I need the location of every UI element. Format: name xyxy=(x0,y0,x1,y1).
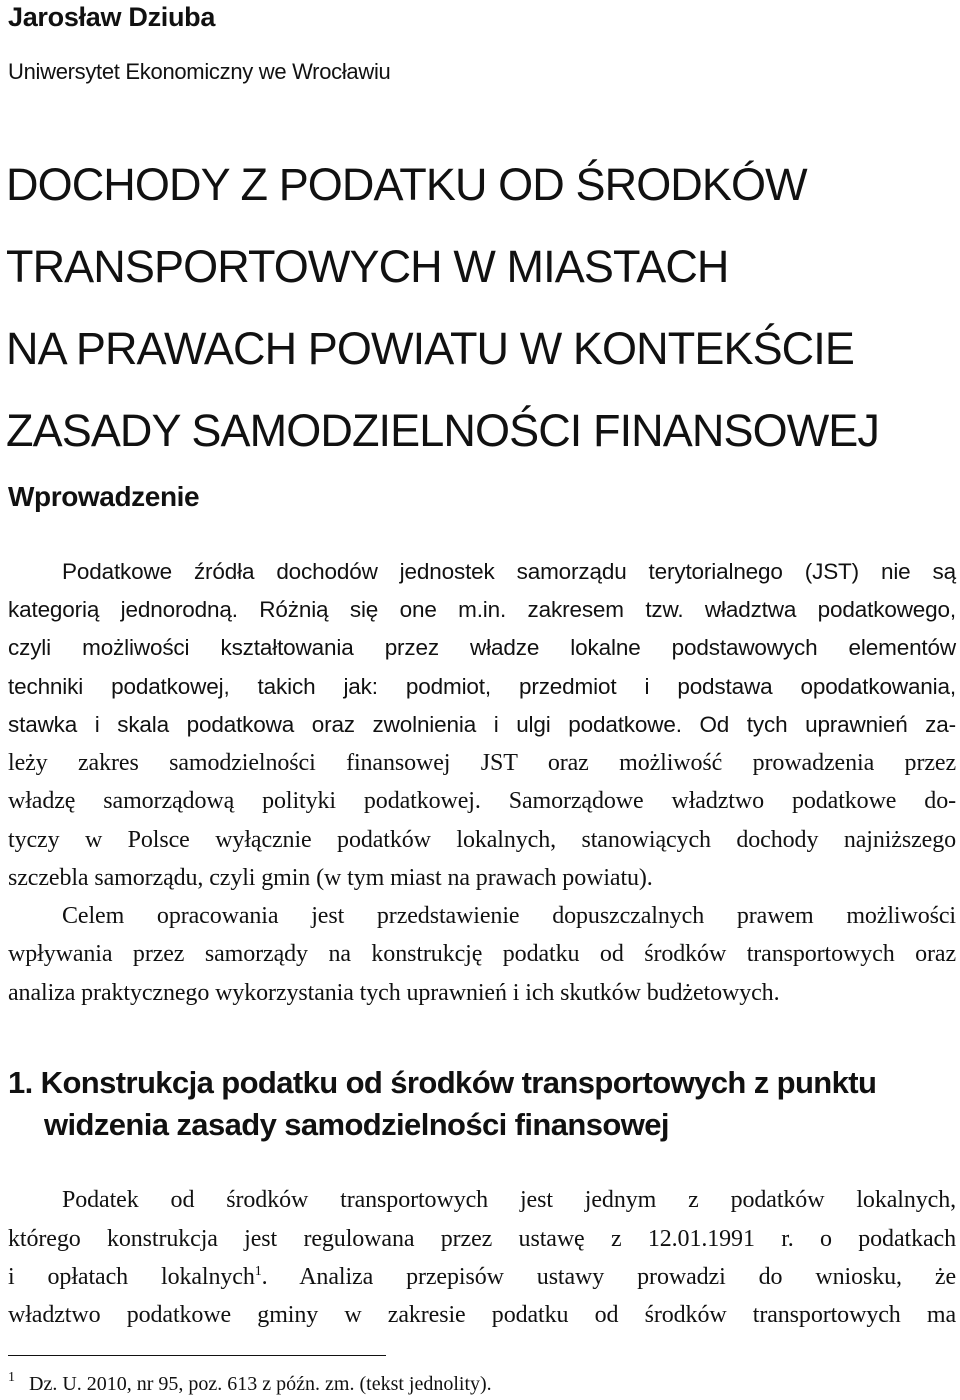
text-fragment: i opłatach lokalnych xyxy=(8,1264,255,1290)
text-line: Celem opracowania jest przedstawienie dopuszczalnych prawem możliwości xyxy=(62,903,956,929)
text-line: czyli możliwości kształtowania przez władze lokalne podstawowych elementów xyxy=(8,635,956,660)
footnote-divider xyxy=(8,1355,386,1356)
text-fragment: . Analiza przepisów ustawy prowadzi do wniosku, że xyxy=(261,1264,957,1290)
text-line: techniki podatkowej, takich jak: podmiot, przedmiot i podstawa opodatkowania, xyxy=(8,674,956,699)
text-line: którego konstrukcja jest regulowana przez ustawę z 12.01.1991 r. o podatkach xyxy=(8,1226,956,1252)
author-name: Jarosław Dziuba xyxy=(8,2,216,32)
author-affiliation: Uniwersytet Ekonomiczny we Wrocławiu xyxy=(8,59,391,84)
text-line: władzę samorządową polityki podatkowej. Samorządowe władztwo podatkowe do- xyxy=(8,788,956,814)
title-line: NA PRAWACH POWIATU W KONTEKŚCIE xyxy=(6,323,854,374)
text-line: leży zakres samodzielności finansowej JST oraz możliwość prowadzenia przez xyxy=(8,750,956,776)
text-line: stawka i skala podatkowa oraz zwolnienia i ulgi podatkowe. Od tych uprawnień za- xyxy=(8,712,956,737)
text-line: władztwo podatkowe gminy w zakresie podatku od środków transportowych ma xyxy=(8,1302,956,1328)
title-line: DOCHODY Z PODATKU OD ŚRODKÓW xyxy=(6,159,807,210)
article-title xyxy=(6,144,956,472)
text-line: Podatek od środków transportowych jest jednym z podatków lokalnych, xyxy=(62,1187,956,1213)
text-line xyxy=(8,1262,956,1292)
footnote xyxy=(8,1371,492,1400)
introduction-heading: Wprowadzenie xyxy=(8,481,200,512)
text-line: analiza praktycznego wykorzystania tych uprawnień i ich skutków budżetowych. xyxy=(8,980,780,1006)
text-line: Podatkowe źródła dochodów jednostek samorządu terytorialnego (JST) nie są xyxy=(62,559,956,584)
text-line: wpływania przez samorządy na konstrukcję podatku od środków transportowych oraz xyxy=(8,941,956,967)
text-line: kategorią jednorodną. Różnią się one m.in. zakresem tzw. władztwa podatkowego, xyxy=(8,597,956,622)
text-line: szczebla samorządu, czyli gmin (w tym miast na prawach powiatu). xyxy=(8,865,653,891)
section-heading-continued: widzenia zasady samodzielności finansowej xyxy=(44,1107,669,1142)
section-heading: 1. Konstrukcja podatku od środków transportowych z punktu xyxy=(8,1065,877,1100)
text-line: tyczy w Polsce wyłącznie podatków lokalnych, stanowiących dochody najniższego xyxy=(8,827,956,853)
title-line: ZASADY SAMODZIELNOŚCI FINANSOWEJ xyxy=(6,405,880,456)
footnote-reference[interactable]: 1 xyxy=(254,1264,262,1279)
footnote-number: 1 xyxy=(8,1370,15,1385)
title-line: TRANSPORTOWYCH W MIASTACH xyxy=(6,241,729,292)
footnote-text: Dz. U. 2010, nr 95, poz. 613 z późn. zm. (tekst jednolity). xyxy=(29,1373,492,1395)
